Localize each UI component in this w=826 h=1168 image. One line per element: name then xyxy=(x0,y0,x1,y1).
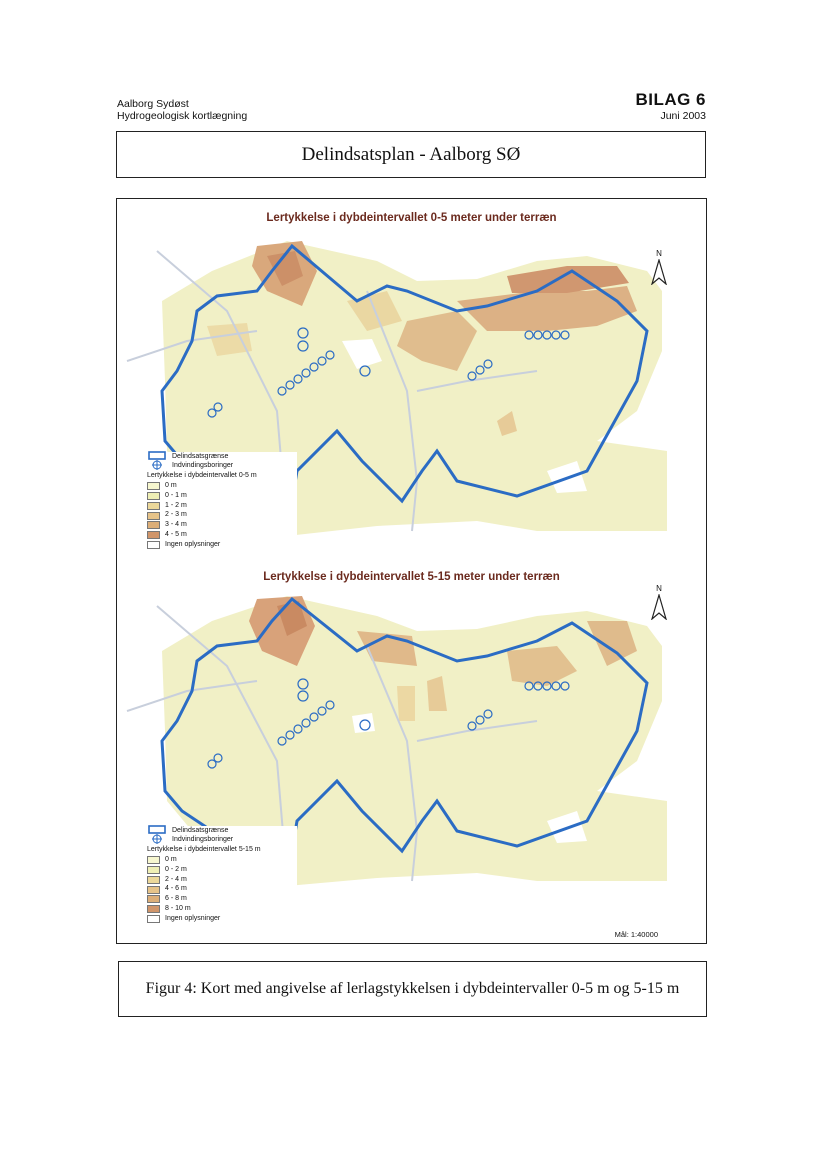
north-label-0-5: N xyxy=(656,249,662,258)
legend-class: 0 m xyxy=(147,481,297,491)
legend-class: 0 - 1 m xyxy=(147,491,297,501)
legend-heading: Lertykkelse i dybdeintervallet 5-15 m xyxy=(147,846,261,854)
legend-class: 0 m xyxy=(147,855,297,865)
legend-class: 1 - 2 m xyxy=(147,501,297,511)
date-label: Juni 2003 xyxy=(660,110,706,122)
legend-class: Ingen oplysninger xyxy=(147,540,297,550)
legend-class: 0 - 2 m xyxy=(147,865,297,875)
legend-wells: Indvindingsboringer xyxy=(147,836,297,846)
figure-caption-box xyxy=(118,961,707,1017)
header-left xyxy=(117,98,247,122)
figure-caption: Figur 4: Kort med angivelse af lerlagstykkelsen i dybdeintervaller 0-5 m og 5-15 m xyxy=(145,980,680,997)
map-scale: Mål: 1:40000 xyxy=(614,930,658,939)
project-subtitle: Hydrogeologisk kortlægning xyxy=(117,110,248,122)
org-name: Aalborg Sydøst xyxy=(117,98,189,110)
legend-class: 8 - 10 m xyxy=(147,904,297,914)
page-title-box xyxy=(116,131,706,178)
north-label-5-15: N xyxy=(656,584,662,593)
legend-class: 2 - 4 m xyxy=(147,875,297,885)
legend-class: 6 - 8 m xyxy=(147,895,297,905)
legend-class: 3 - 4 m xyxy=(147,521,297,531)
legend-class: 4 - 5 m xyxy=(147,530,297,540)
legend-class: Ingen oplysninger xyxy=(147,914,297,924)
map-title-5-15: Lertykkelse i dybdeintervallet 5-15 meter under terræn xyxy=(263,571,560,583)
north-arrow-icon xyxy=(651,259,667,285)
north-arrow-0-5 xyxy=(647,249,671,290)
legend-0-5 xyxy=(147,452,297,550)
legend-heading: Lertykkelse i dybdeintervallet 0-5 m xyxy=(147,472,257,480)
map-frame xyxy=(116,198,707,944)
legend-5-15 xyxy=(147,826,297,924)
north-arrow-icon xyxy=(651,594,667,620)
legend-class: 2 - 3 m xyxy=(147,511,297,521)
legend-class: 4 - 6 m xyxy=(147,885,297,895)
north-arrow-5-15 xyxy=(647,584,671,625)
legend-wells: Indvindingsboringer xyxy=(147,462,297,472)
legend-boundary: Delindsatsgrænse xyxy=(147,452,297,462)
header-right xyxy=(635,90,706,122)
legend-boundary: Delindsatsgrænse xyxy=(147,826,297,836)
map-title-0-5: Lertykkelse i dybdeintervallet 0-5 meter under terræn xyxy=(266,212,557,224)
page-title: Delindsatsplan - Aalborg SØ xyxy=(301,143,521,165)
appendix-label: BILAG 6 xyxy=(635,90,706,109)
